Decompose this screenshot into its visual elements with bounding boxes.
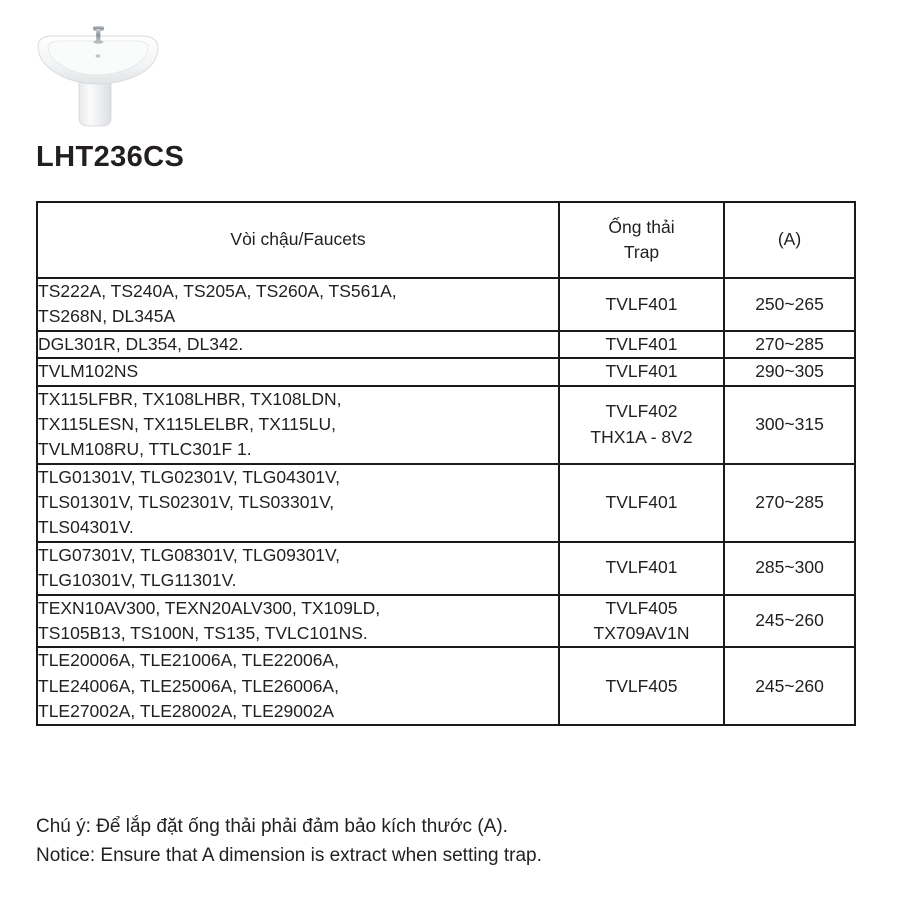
cell-faucets <box>37 331 559 358</box>
faucets-line: TEXN10AV300, TEXN20ALV300, TX109LD, <box>38 597 381 618</box>
trap-line: TVLF402 <box>605 401 678 422</box>
column-header-trap-line2: Trap <box>623 242 660 262</box>
table-header <box>37 202 855 278</box>
overflow-hole <box>95 54 100 57</box>
table-row <box>37 542 855 595</box>
cell-dimension: 250~265 <box>724 278 855 331</box>
cell-faucets <box>37 647 559 725</box>
column-header-trap-line1: Ống thải <box>608 216 675 237</box>
cell-trap <box>559 464 724 542</box>
trap-line: TVLF401 <box>605 557 678 578</box>
cell-faucets <box>37 386 559 464</box>
faucet-trap-spec-table <box>36 201 856 726</box>
faucets-line: TLE27002A, TLE28002A, TLE29002A <box>38 701 335 721</box>
table-row <box>37 464 855 542</box>
note-english: Notice: Ensure that A dimension is extract when setting trap. <box>36 845 542 867</box>
table-row <box>37 331 855 358</box>
washbasin-illustration <box>32 16 182 128</box>
cell-dimension: 300~315 <box>724 386 855 464</box>
cell-trap <box>559 386 724 464</box>
cell-trap <box>559 278 724 331</box>
cell-faucets <box>37 542 559 595</box>
trap-line: TVLF401 <box>605 293 678 314</box>
cell-trap <box>559 647 724 725</box>
trap-line: TVLF405 <box>605 597 678 618</box>
cell-dimension: 245~260 <box>724 647 855 725</box>
cell-trap <box>559 331 724 358</box>
trap-line: TVLF401 <box>605 492 678 512</box>
cell-dimension: 270~285 <box>724 464 855 542</box>
table-header-row <box>37 202 855 278</box>
faucet-spout <box>96 29 100 42</box>
faucets-line: TS268N, DL345A <box>38 306 176 327</box>
faucets-line: TLG01301V, TLG02301V, TLG04301V, <box>38 466 340 487</box>
table-row <box>37 595 855 648</box>
cell-faucets <box>37 278 559 331</box>
cell-trap <box>559 358 724 385</box>
faucets-line: DGL301R, DL354, DL342. <box>38 333 244 354</box>
faucets-line: TLG10301V, TLG11301V. <box>38 570 237 591</box>
faucets-line: TX115LESN, TX115LELBR, TX115LU, <box>38 413 336 434</box>
table-row <box>37 358 855 385</box>
faucets-line: TLE20006A, TLE21006A, TLE22006A, <box>38 650 339 671</box>
faucets-line: TVLM108RU, TTLC301F 1. <box>38 439 252 460</box>
faucets-line: TLS01301V, TLS02301V, TLS03301V, <box>38 492 335 512</box>
column-header-faucets-label: Vòi chậu/Faucets <box>230 229 366 250</box>
column-header-dimension-label: (A) <box>777 229 802 250</box>
cell-dimension: 285~300 <box>724 542 855 595</box>
trap-line: TVLF401 <box>605 333 678 354</box>
faucets-line: TVLM102NS <box>38 361 139 382</box>
column-header-trap <box>559 202 724 278</box>
faucet-base <box>93 40 103 44</box>
column-header-faucets <box>37 202 559 278</box>
cell-faucets <box>37 464 559 542</box>
cell-faucets <box>37 358 559 385</box>
product-title: LHT236CS <box>36 141 185 173</box>
table-row <box>37 647 855 725</box>
cell-trap <box>559 595 724 648</box>
cell-dimension: 270~285 <box>724 331 855 358</box>
trap-line: TX709AV1N <box>593 622 690 643</box>
faucets-line: TLE24006A, TLE25006A, TLE26006A, <box>38 675 339 696</box>
cell-dimension: 290~305 <box>724 358 855 385</box>
column-header-dimension <box>724 202 855 278</box>
cell-faucets <box>37 595 559 648</box>
trap-line: THX1A - 8V2 <box>590 426 693 447</box>
cell-dimension: 245~260 <box>724 595 855 648</box>
table-row <box>37 386 855 464</box>
table-row <box>37 278 855 331</box>
faucets-line: TLG07301V, TLG08301V, TLG09301V, <box>38 544 340 565</box>
table-body <box>37 278 855 725</box>
note-vietnamese: Chú ý: Để lắp đặt ống thải phải đảm bảo kích thước (A). <box>36 816 508 837</box>
faucets-line: TS105B13, TS100N, TS135, TVLC101NS. <box>38 622 368 643</box>
faucets-line: TS222A, TS240A, TS205A, TS260A, TS561A, <box>38 281 397 301</box>
trap-line: TVLF405 <box>605 675 678 696</box>
washbasin-product-image <box>32 16 182 128</box>
faucets-line: TX115LFBR, TX108LHBR, TX108LDN, <box>38 388 342 409</box>
cell-trap <box>559 542 724 595</box>
faucets-line: TLS04301V. <box>38 517 134 538</box>
footer-notes <box>36 812 542 871</box>
trap-line: TVLF401 <box>605 361 678 382</box>
